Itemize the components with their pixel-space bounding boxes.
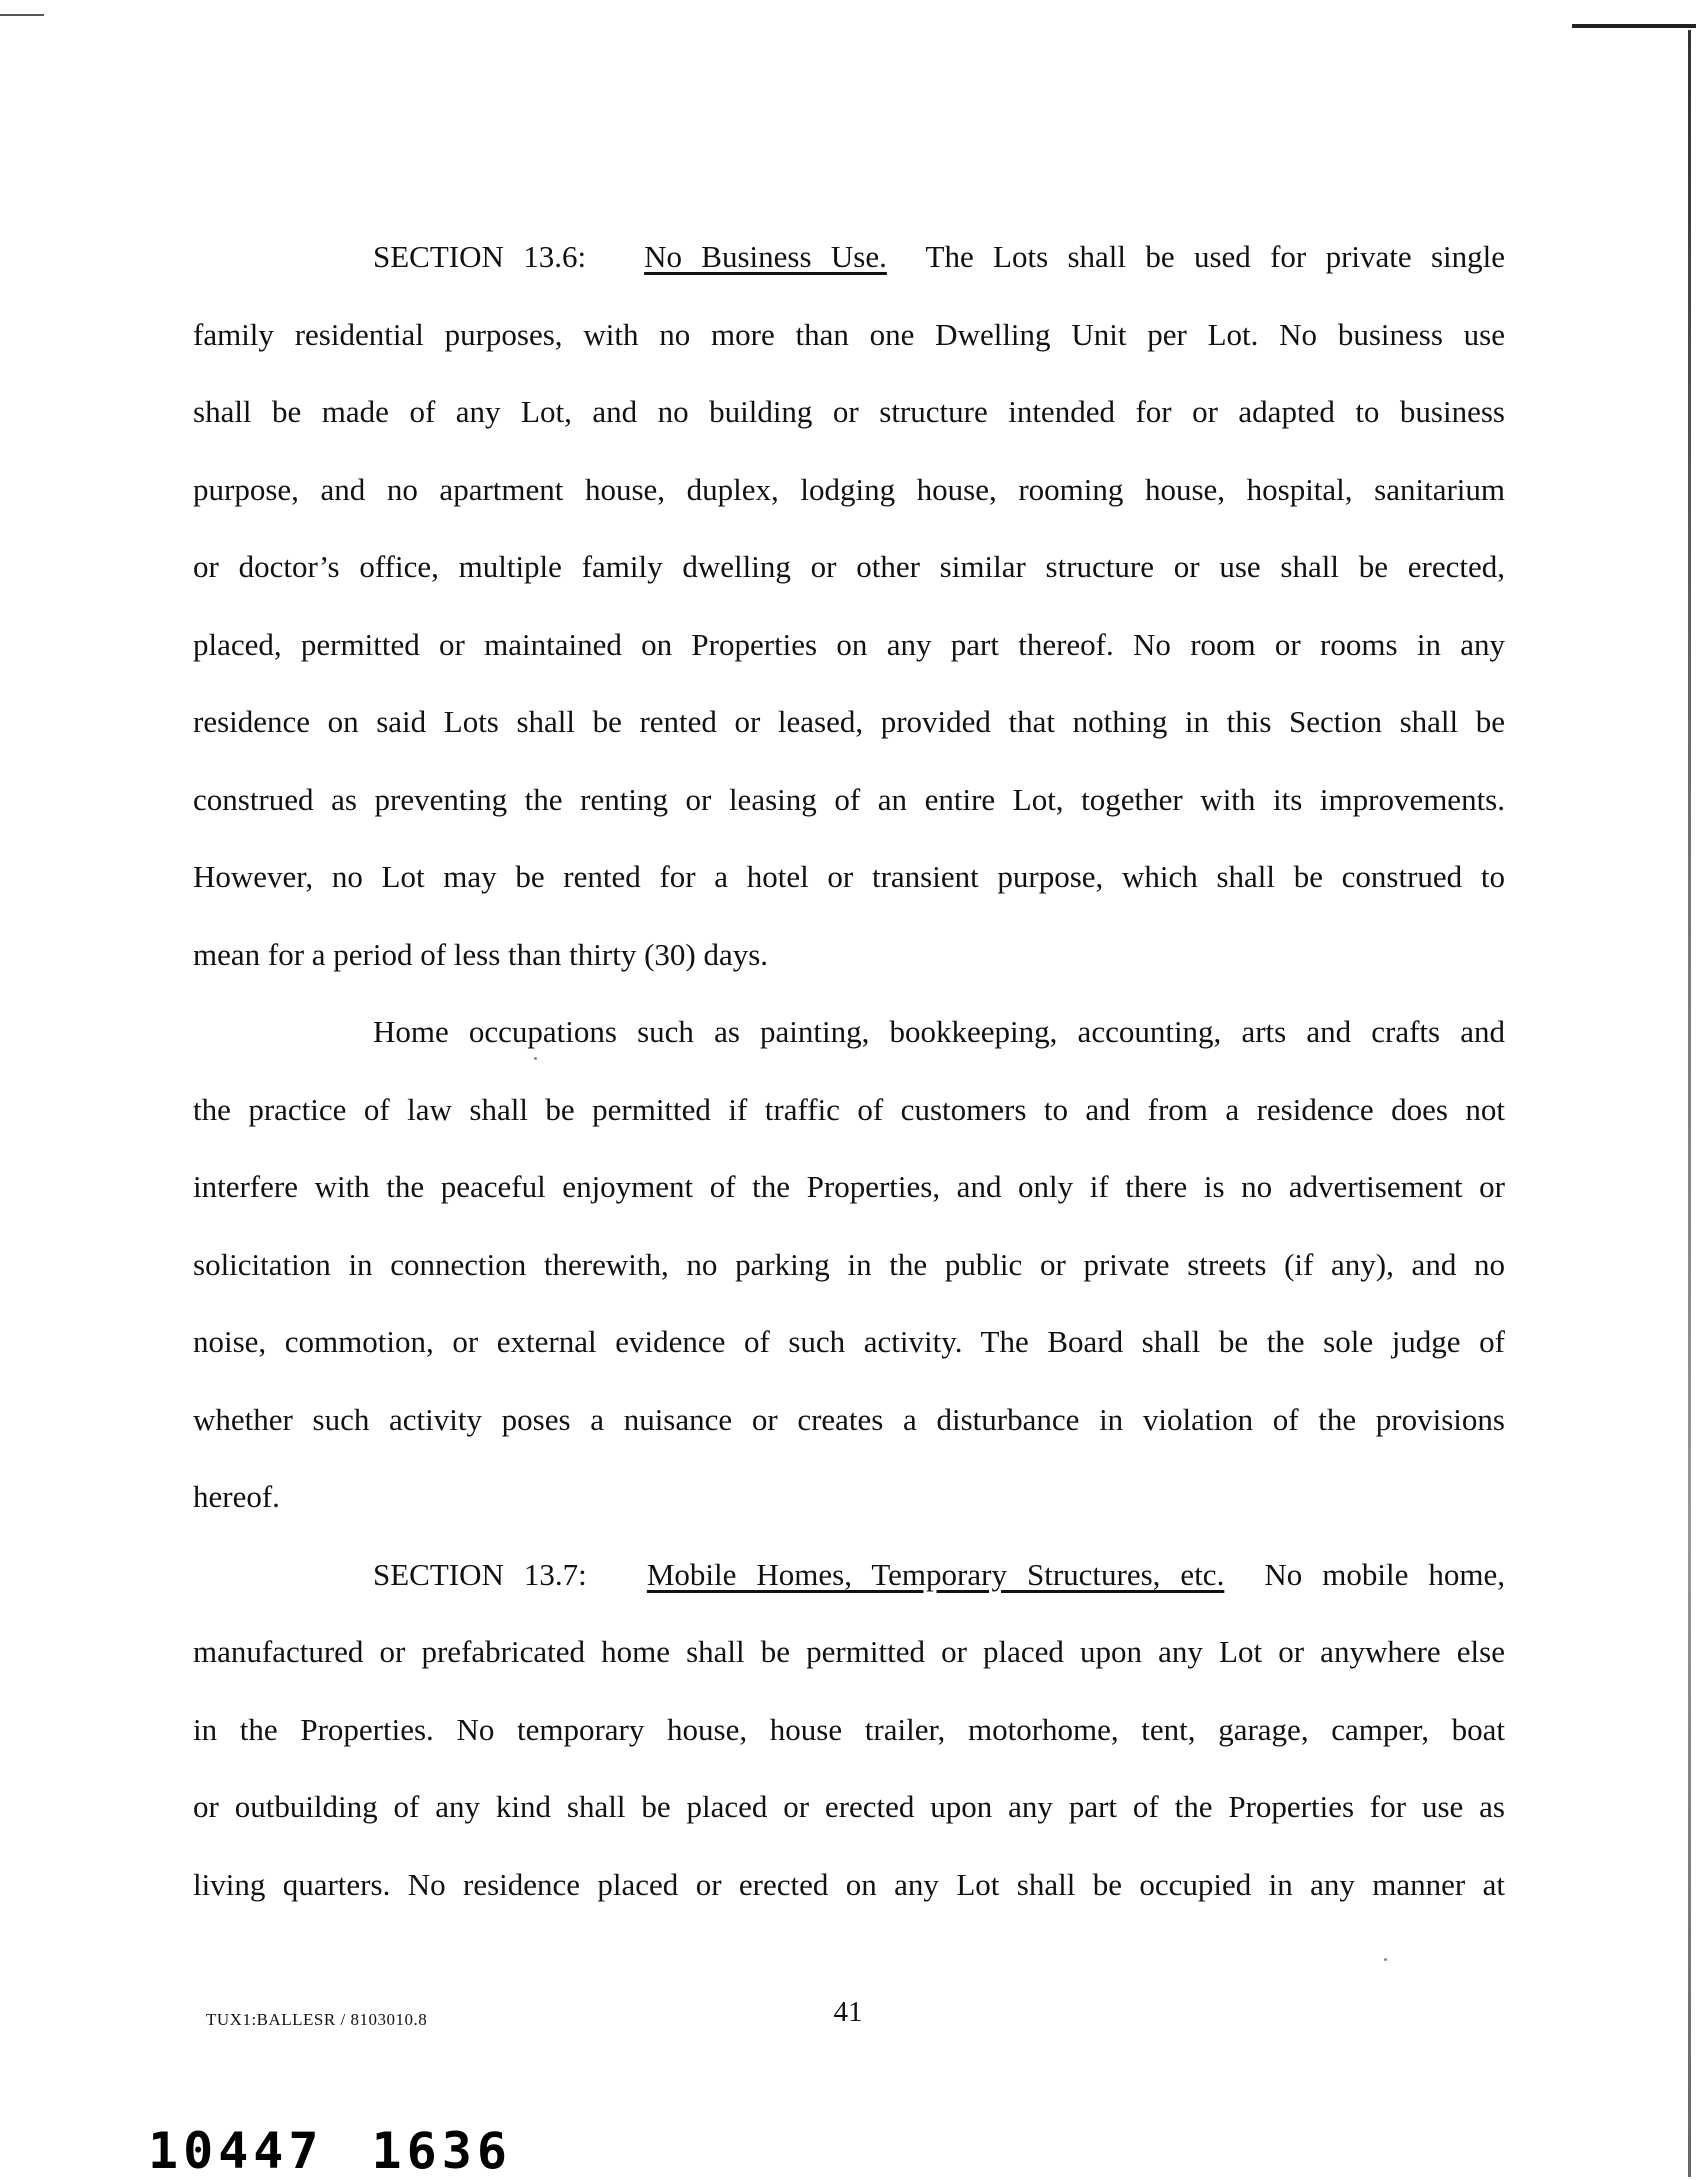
body-line: mean for a period of less than thirty (30) days. [193,936,769,972]
scan-speck [1384,1958,1387,1961]
stamp-page-number: 1636 [371,2122,512,2180]
body-line: family residential purposes, with no more than one Dwelling Unit per Lot. No business use [193,316,1505,352]
body-line: manufactured or prefabricated home shall be permitted or placed upon any Lot or anywhere else [193,1634,1505,1669]
body-line: construed as preventing the renting or leasing of an entire Lot, together with its improvements. [193,781,1505,817]
body-line: solicitation in connection therewith, no parking in the public or private streets (if any), and no [193,1246,1505,1282]
section-13-7-line-1 [193,1536,1505,1614]
section-13-6-line-1 [193,218,1505,296]
body-line: residence on said Lots shall be rented or leased, provided that nothing in this Section shall be [193,704,1505,739]
section-title: No Business Use. [644,239,887,274]
body-line: in the Properties. No temporary house, house trailer, motorhome, tent, garage, camper, boat [193,1711,1505,1747]
body-line: living quarters. No residence placed or erected on any Lot shall be occupied in any manner at [193,1866,1505,1902]
body-line: interfere with the peaceful enjoyment of the Properties, and only if there is no advertisement or [193,1169,1505,1204]
section-heading: SECTION 13.6: [373,239,587,274]
body-text: The Lots shall be used for private single [925,239,1506,274]
body-text: No mobile home, [1264,1556,1505,1592]
section-13-6 [193,218,1505,1923]
section-title: Mobile Homes, Temporary Structures, etc. [646,1556,1225,1592]
body-line: noise, commotion, or external evidence of such activity. The Board shall be the sole judge of [193,1324,1505,1359]
page-number: 41 [833,1996,863,2028]
body-line: placed, permitted or maintained on Properties on any part thereof. No room or rooms in any [193,626,1505,662]
stamp-book-number: 10447 [148,2122,324,2180]
body-line: whether such activity poses a nuisance or creates a disturbance in violation of the provisions [193,1401,1505,1437]
recording-stamp [148,2122,512,2180]
section-heading: SECTION 13.7: [373,1556,587,1592]
scan-mark [0,14,44,16]
body-line: purpose, and no apartment house, duplex, lodging house, rooming house, hospital, sanitarium [193,471,1505,507]
body-line: shall be made of any Lot, and no building or structure intended for or adapted to business [193,394,1505,429]
scan-edge [1688,30,1691,2177]
body-line: or outbuilding of any kind shall be placed or erected upon any part of the Properties for use as [193,1789,1505,1824]
body-line: Home occupations such as painting, bookkeeping, accounting, arts and crafts and [373,1014,1505,1049]
scan-mark [1572,24,1696,28]
body-line: or doctor’s office, multiple family dwelling or other similar structure or use shall be erected, [193,549,1505,584]
body-line: the practice of law shall be permitted if traffic of customers to and from a residence does not [193,1091,1505,1127]
body-line: However, no Lot may be rented for a hotel or transient purpose, which shall be construed to [193,859,1505,894]
body-line: hereof. [193,1479,280,1514]
footer-doc-id: TUX1:BALLESR / 8103010.8 [206,2010,428,2029]
